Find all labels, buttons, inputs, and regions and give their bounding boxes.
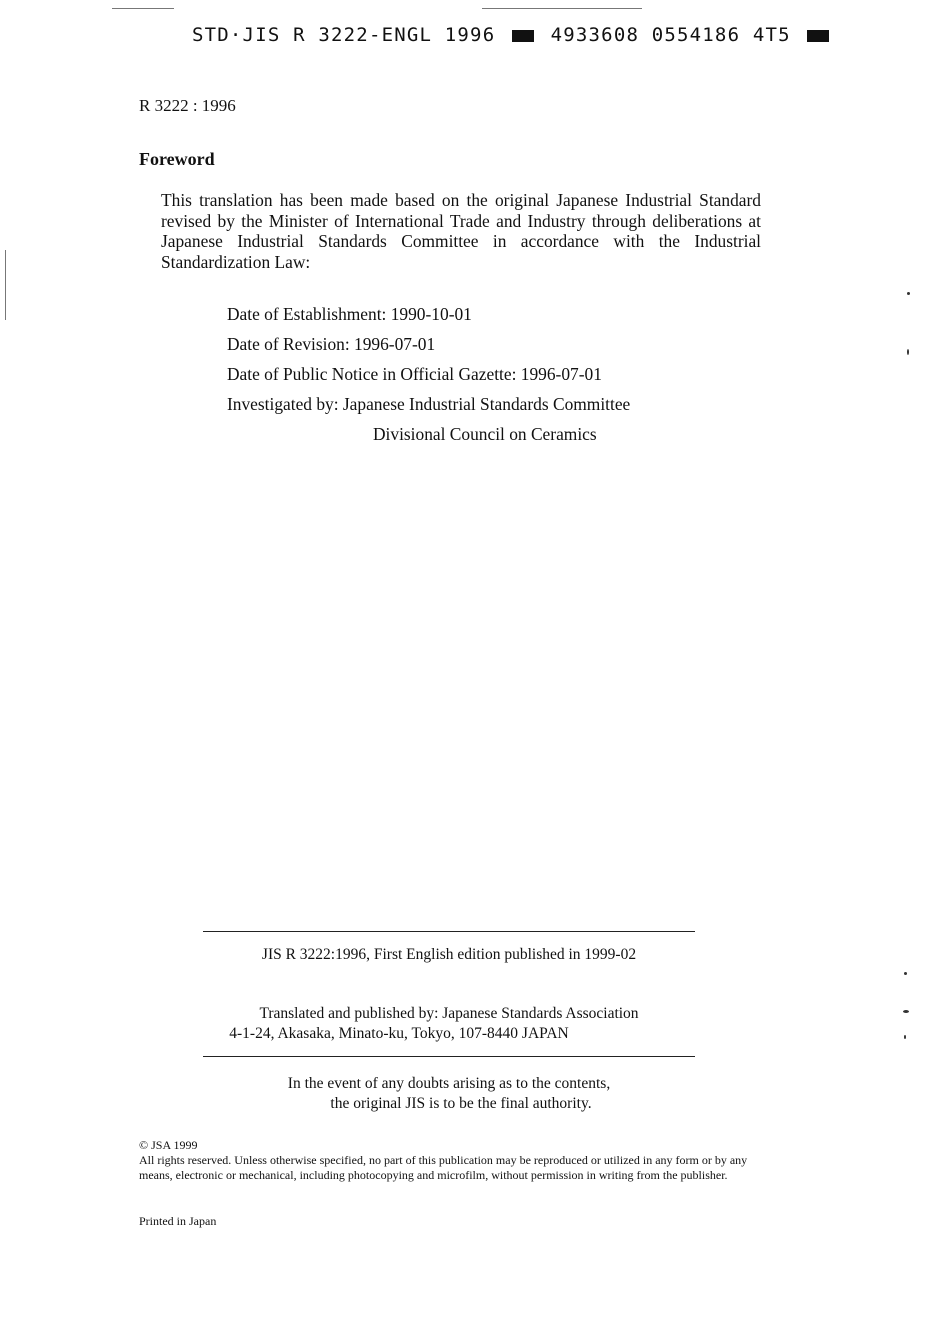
publisher-line: Translated and published by: Japanese Standards Association (259, 1005, 639, 1022)
scan-artifact-line (5, 250, 6, 320)
redaction-block (807, 30, 829, 42)
copyright: © JSA 1999 (139, 1138, 198, 1152)
divider-bottom (203, 1056, 695, 1057)
stamp-id: STD·JIS R 3222-ENGL 1996 (192, 24, 496, 46)
redaction-block (512, 30, 534, 42)
date-establishment: Date of Establishment: 1990-10-01 (227, 304, 472, 324)
date-public-notice: Date of Public Notice in Official Gazette: 1996-07-01 (227, 364, 602, 384)
stamp-code: 4933608 0554186 4T5 (550, 24, 791, 46)
scan-artifact-line (112, 8, 174, 9)
dates-list (227, 303, 630, 453)
scan-speck (904, 1035, 906, 1039)
publisher-address: 4-1-24, Akasaka, Minato-ku, Tokyo, 107-8440 JAPAN (229, 1025, 569, 1042)
printed-in: Printed in Japan (139, 1214, 217, 1228)
document-stamp (192, 24, 833, 46)
divider-top (203, 931, 695, 932)
scan-artifact-line (482, 8, 642, 9)
investigated-by-continuation: Divisional Council on Ceramics (373, 424, 597, 444)
legal-notice (139, 1138, 764, 1183)
rights-statement: All rights reserved. Unless otherwise specified, no part of this publication may be reproduced or utilized in any form or by any means, electronic or mechanical, including photocopying and microfilm, without permission in writing from the publisher. (139, 1153, 748, 1182)
edition-line: JIS R 3222:1996, First English edition published in 1999-02 (261, 946, 637, 963)
scan-speck (907, 349, 909, 355)
investigated-by: Investigated by: Japanese Industrial Standards Committee (227, 394, 631, 414)
document-number: R 3222 : 1996 (139, 96, 236, 115)
scan-speck (907, 292, 910, 295)
foreword-paragraph: This translation has been made based on the original Japanese Industrial Standard revised by the Minister of International Trade and Industry through deliberations at Japanese Industrial Standards Committee in accordance with the Industrial Standardization Law: (161, 190, 761, 272)
date-revision: Date of Revision: 1996-07-01 (227, 334, 436, 354)
notice-line-1: In the event of any doubts arising as to the contents, (287, 1075, 611, 1092)
notice-line-2: the original JIS is to be the final authority. (330, 1095, 592, 1112)
scan-speck (904, 972, 907, 975)
section-heading: Foreword (139, 149, 215, 169)
scan-speck (903, 1010, 909, 1013)
